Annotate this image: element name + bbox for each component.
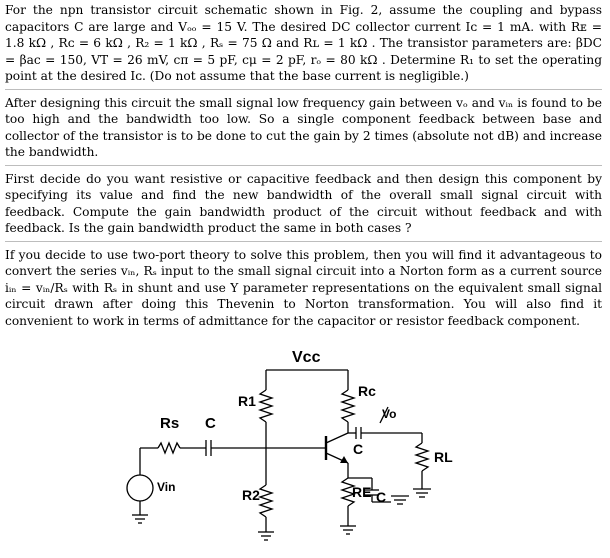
rs-label: Rs [160, 415, 180, 432]
re-label: RE [352, 484, 372, 500]
r2-label: R2 [242, 487, 260, 503]
vin-label: Vin [157, 480, 176, 494]
rs-resistor [158, 443, 180, 453]
vin-source-icon [127, 475, 153, 501]
rc-label: Rc [358, 383, 376, 399]
c-e-label: C [376, 489, 387, 505]
r1-label: R1 [238, 393, 256, 409]
rl-label: RL [434, 449, 453, 465]
c-in-label: C [205, 415, 216, 432]
paragraph-2: After designing this circuit the small signal low frequency gain between vₒ and vᵢₙ is found to be too high and the bandwidth too low. So a single component feedback between base and collector of the transistor is to be done to cut the gain by 2 times (absolute not dB) and increase the bandwidth. [5, 89, 602, 161]
transistor-collector [326, 433, 348, 443]
paragraph-3: First decide do you want resistive or capacitive feedback and then design this component by specifying its value and find the new bandwidth of the overall small signal circuit with feedback. Compute the gain bandwidth product of the circuit without feedback and with feedback. Is the gain bandwidth product the same in both cases ? [5, 165, 602, 237]
vo-label: Vo [382, 407, 397, 421]
vcc-label: Vcc [292, 349, 321, 366]
rl-resistor [416, 443, 428, 471]
paragraph-4: If you decide to use two-port theory to solve this problem, then you will find it advantageous to convert the series vᵢₙ, Rₛ input to the small signal circuit into a Norton form as a current source iᵢₙ = vᵢₙ/Rₛ with Rₛ in shunt and use Y parameter representations on the equivalent small signal circuit drawn after doing this Thevenin to Norton transformation. You will also find it convenient to work in terms of admittance for the capacitor or resistor feedback component. [5, 241, 602, 330]
paragraph-1: For the npn transistor circuit schematic shown in Fig. 2, assume the coupling and bypass capacitors C are large and Vₒₒ = 15 V. The desired DC collector current Iᴄ = 1 mA. with Rᴇ = 1.8 kΩ , Rᴄ = 6 kΩ , R₂ = 1 kΩ , Rₛ = 75 Ω and Rʟ = 1 kΩ . The transistor parameters are: βDC = βac = 150, VT = 26 mV, cπ = 5 pF, cμ = 2 pF, rₒ = 80 kΩ . Determine R₁ to set the operating point at the desired Iᴄ. (Do not assume that the base current is negligible.) [5, 3, 602, 83]
c-out-label: C [353, 441, 364, 457]
rc-resistor [342, 390, 354, 422]
r2-resistor [260, 485, 272, 517]
r1-resistor [260, 390, 272, 422]
